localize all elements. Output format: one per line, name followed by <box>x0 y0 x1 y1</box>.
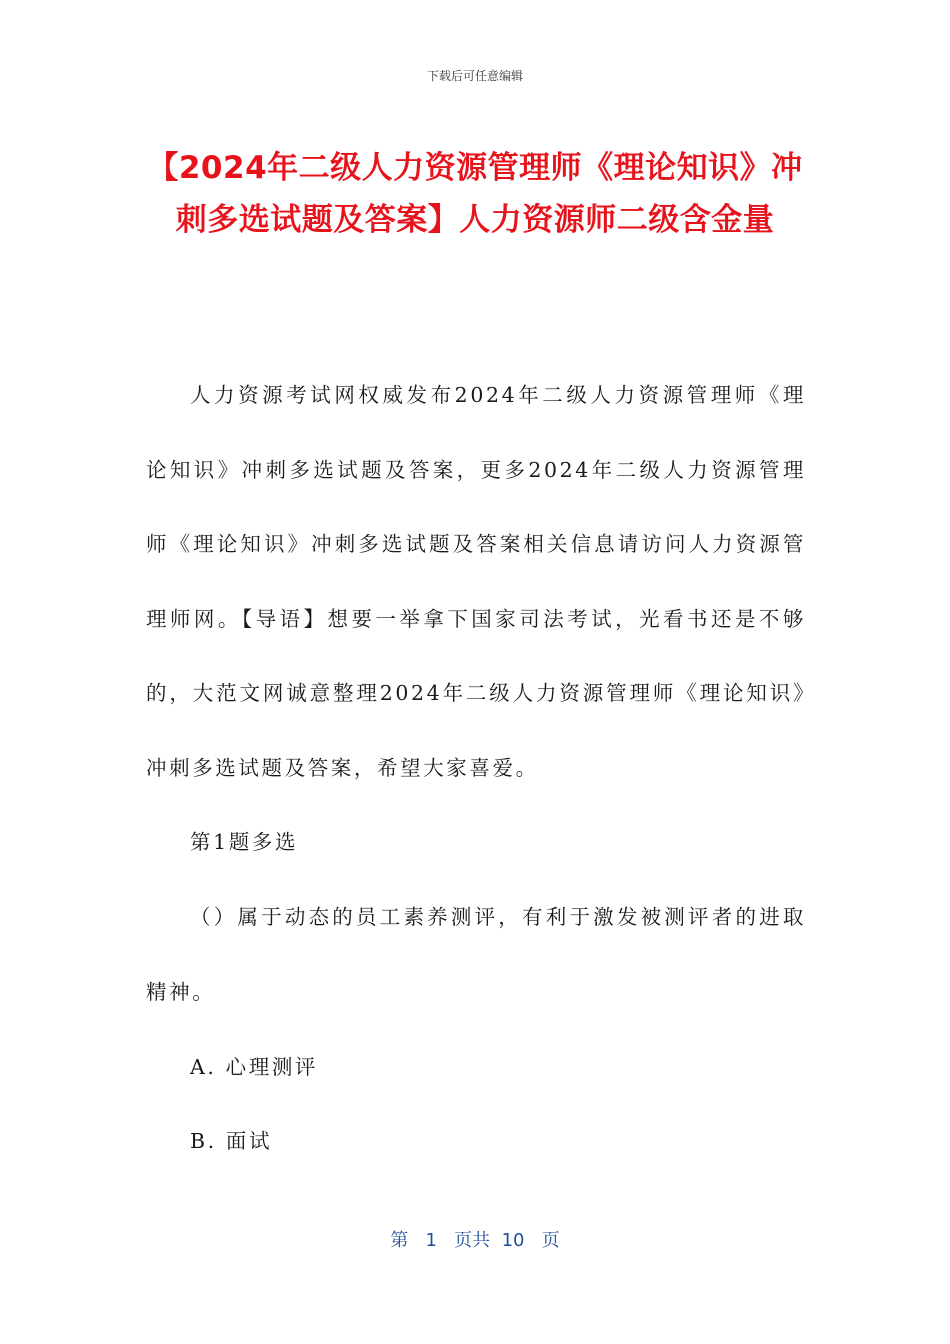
question-stem: （）属于动态的员工素养测评，有利于激发被测评者的进取精神。 <box>146 905 806 1004</box>
header-note: 下载后可任意编辑 <box>426 69 523 83</box>
footer-page-total: 10 <box>501 1230 525 1251</box>
option-b: B. 面试 <box>190 1129 273 1153</box>
document-title: 【2024年二级人力资源管理师《理论知识》冲刺多选试题及答案】人力资源师二级含金量 <box>147 150 803 238</box>
footer-page-current: 1 <box>425 1230 437 1251</box>
intro-paragraph: 人力资源考试网权威发布2024年二级人力资源管理师《理论知识》冲刺多选试题及答案，更多2024年二级人力资源管理师《理论知识》冲刺多选试题及答案相关信息请访问人力资源管理师网。【导语】想要一举拿下国家司法考试，光看书还是不够的，大范文网诚意整理2024年二级人力资源管理师《理论知识》冲刺多选试题及答案，希望大家喜爱。 <box>146 383 806 780</box>
footer-page-prefix: 第 <box>390 1230 409 1251</box>
footer-page-suffix: 页 <box>541 1230 560 1251</box>
option-a: A. 心理测评 <box>190 1055 319 1079</box>
footer-page-middle: 页共 <box>454 1230 491 1251</box>
question-title: 第1题多选 <box>190 830 299 854</box>
page-footer <box>0 1226 950 1252</box>
